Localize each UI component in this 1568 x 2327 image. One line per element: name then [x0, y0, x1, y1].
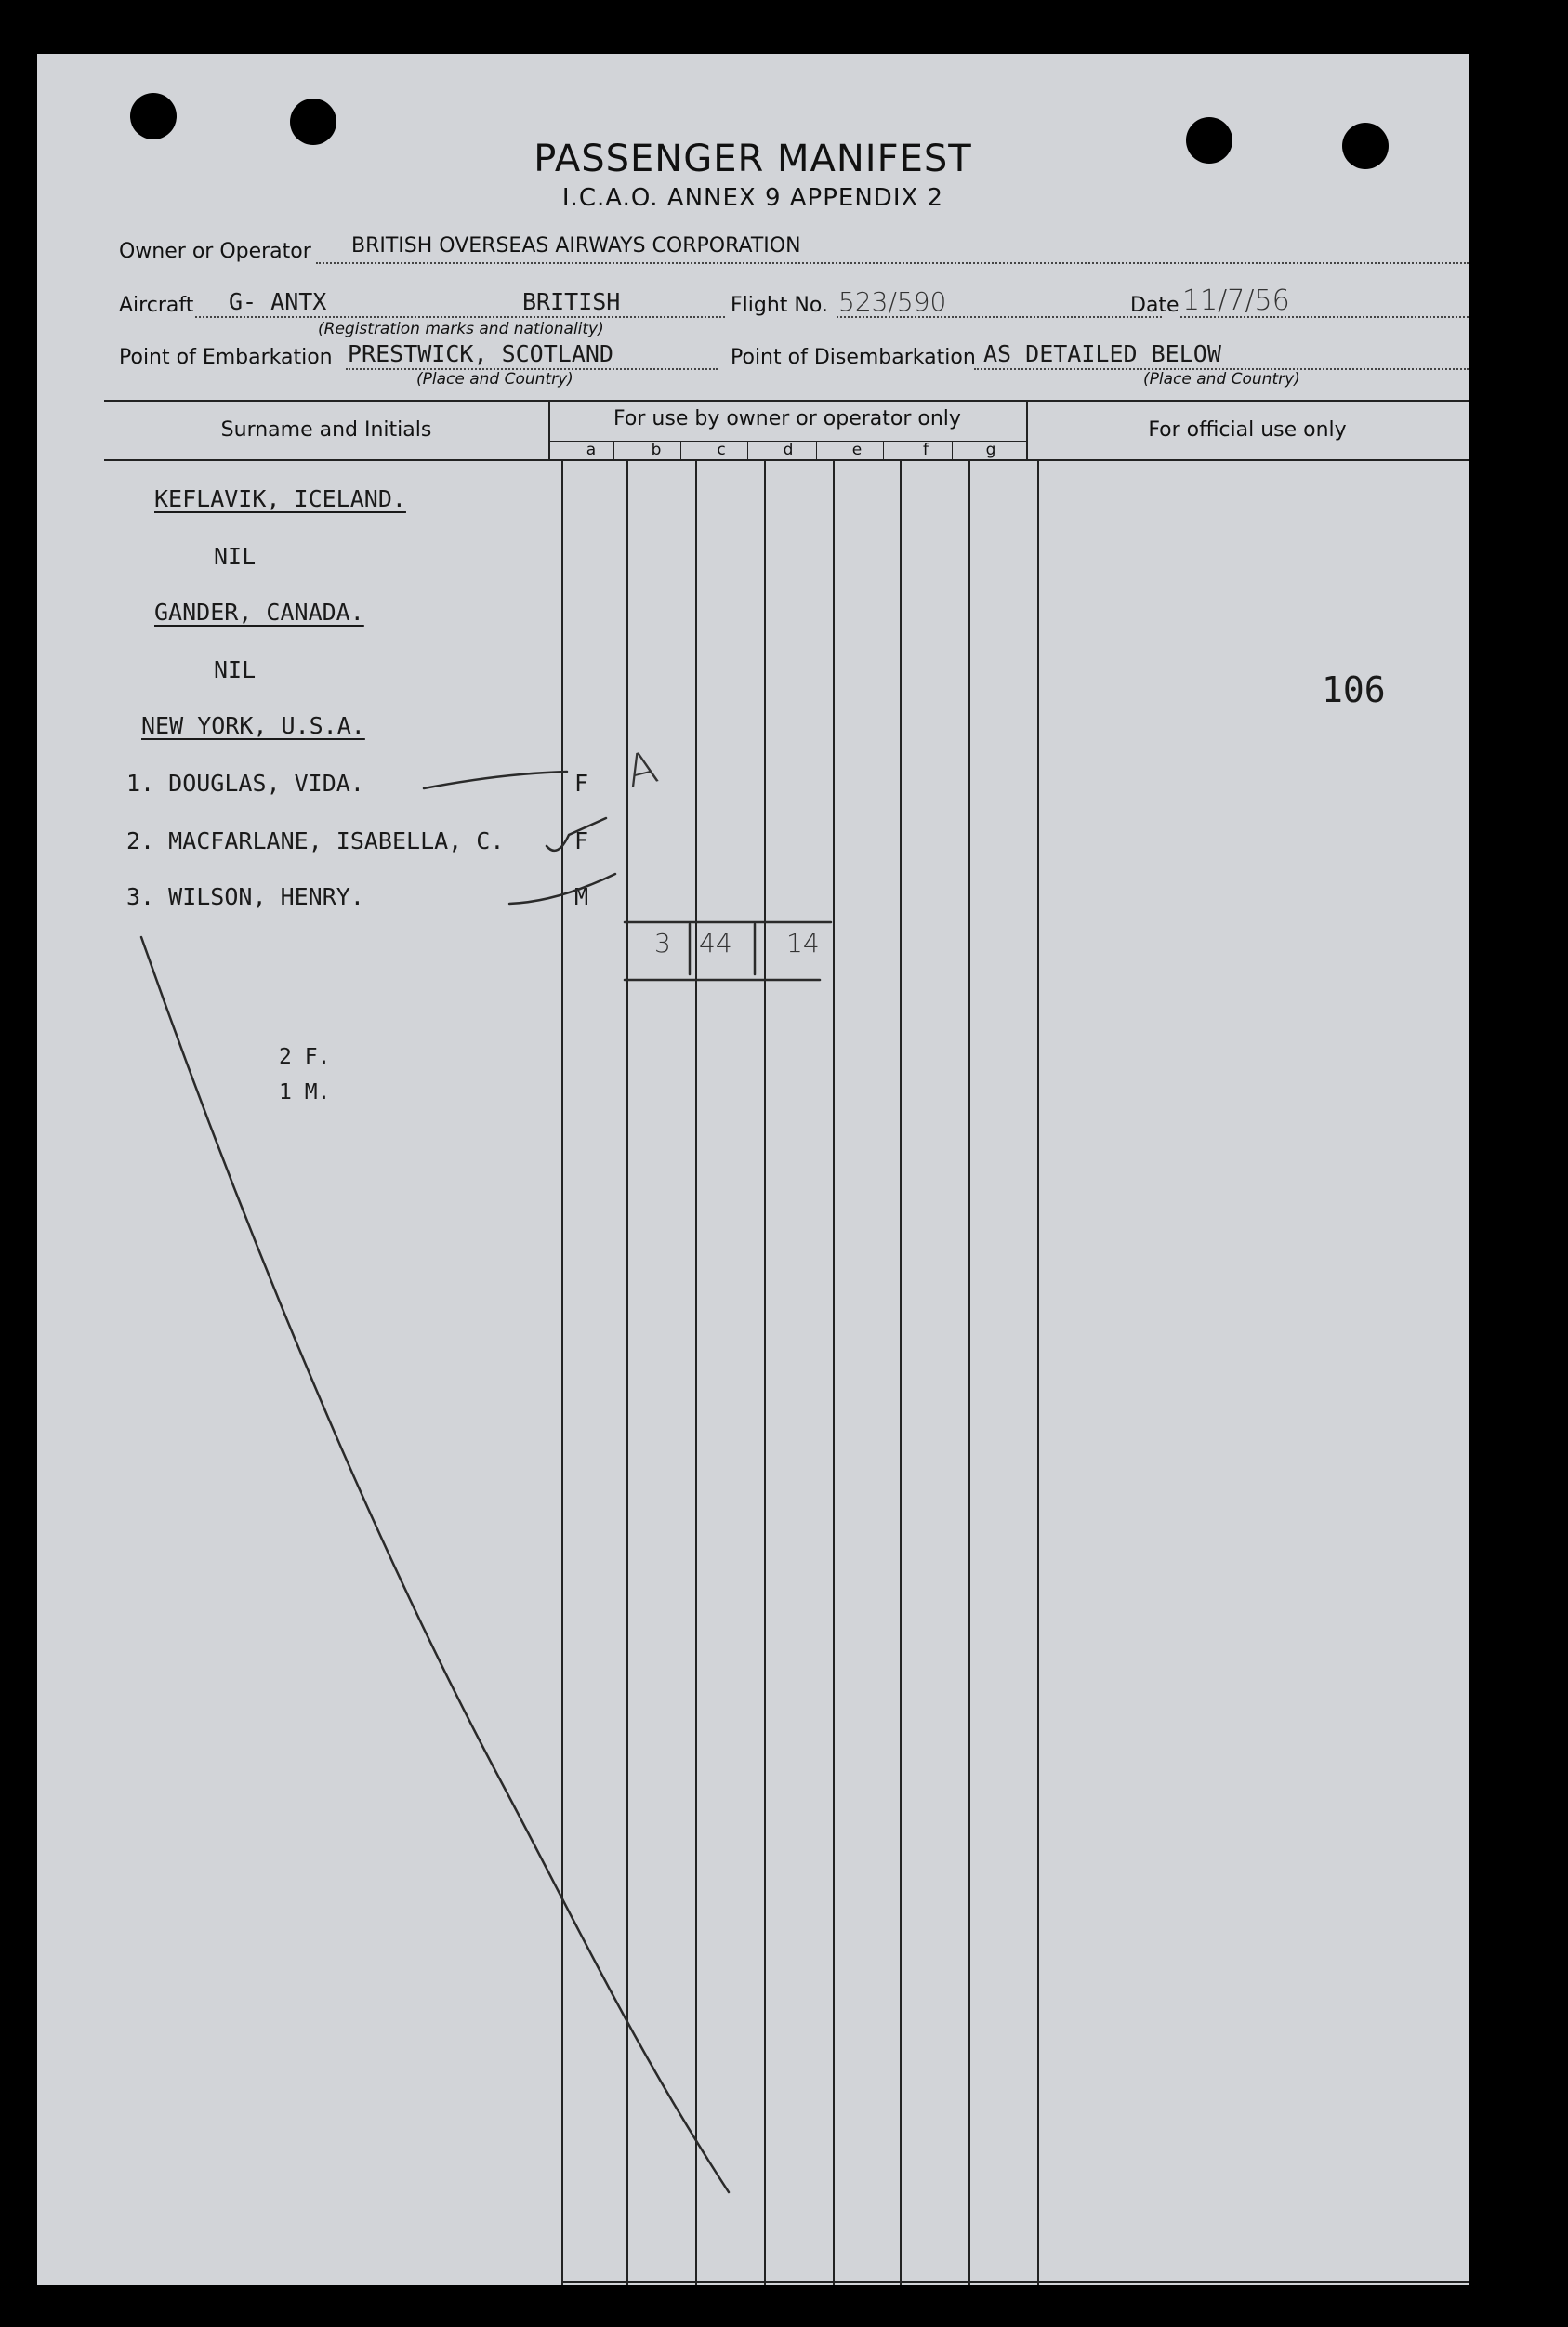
column-letter-f: f	[923, 441, 929, 459]
owner-value: BRITISH OVERSEAS AIRWAYS CORPORATION	[351, 234, 801, 258]
stop-gander-nil: NIL	[214, 656, 257, 683]
page-subtitle: I.C.A.O. ANNEX 9 APPENDIX 2	[561, 184, 944, 212]
body-column-line-8	[1037, 459, 1039, 2285]
body-column-line-2	[626, 459, 628, 2285]
aircraft-dotline	[195, 316, 725, 318]
header-divider-ab	[613, 441, 614, 459]
column-letter-b: b	[651, 441, 662, 459]
tally-b: 3	[654, 928, 671, 959]
body-column-line-4	[764, 459, 766, 2285]
body-column-line-5	[833, 459, 835, 2285]
aircraft-registration: G- ANTX	[229, 288, 327, 315]
date-value: 11/7/56	[1182, 284, 1290, 317]
header-divider-fg	[952, 441, 953, 459]
diagonal-cancel-line	[141, 937, 729, 2192]
column-letter-d: d	[783, 441, 794, 459]
table-bottom-rule	[561, 2281, 1469, 2283]
embarkation-label: Point of Embarkation	[119, 346, 333, 369]
page-number-stamp: 106	[1322, 669, 1386, 710]
aircraft-nationality: BRITISH	[522, 288, 621, 315]
header-divider-bc	[680, 441, 681, 459]
column-header-official-use: For official use only	[1148, 418, 1347, 442]
header-divider-de	[816, 441, 817, 459]
manifest-sheet	[37, 54, 1469, 2285]
table-top-rule	[104, 400, 1469, 402]
page-title: PASSENGER MANIFEST	[534, 138, 972, 180]
stop-keflavik-nil: NIL	[214, 543, 257, 570]
handwritten-initial: A	[620, 740, 664, 800]
punch-hole-1	[130, 93, 177, 139]
embarkation-note: (Place and Country)	[416, 370, 573, 389]
passenger-row-3-name: 3. WILSON, HENRY.	[126, 883, 364, 910]
column-letter-c: c	[717, 441, 726, 459]
flight-label: Flight No.	[731, 294, 828, 317]
aircraft-label: Aircraft	[119, 294, 194, 317]
aircraft-note: (Registration marks and nationality)	[318, 320, 604, 338]
flight-value: 523/590	[838, 286, 947, 317]
passenger-row-2-name: 2. MACFARLANE, ISABELLA, C.	[126, 827, 505, 854]
owner-dotline	[316, 262, 1469, 264]
passenger-row-3-sex: M	[574, 883, 589, 910]
owner-label: Owner or Operator	[119, 240, 311, 263]
passenger-row-1-name: 1. DOUGLAS, VIDA.	[126, 770, 364, 797]
disembarkation-label: Point of Disembarkation	[731, 346, 976, 369]
stop-keflavik: KEFLAVIK, ICELAND.	[154, 485, 406, 512]
column-header-name: Surname and Initials	[220, 418, 432, 442]
tally-d: 14	[786, 928, 820, 959]
passenger-row-2-sex: F	[574, 827, 589, 854]
header-divider-official	[1026, 400, 1028, 459]
column-letter-g: g	[985, 441, 996, 459]
body-column-line-7	[968, 459, 970, 2285]
total-males: 1 M.	[279, 1080, 331, 1104]
header-divider-ef	[883, 441, 884, 459]
header-divider-cd	[747, 441, 748, 459]
disembarkation-value: AS DETAILED BELOW	[983, 340, 1221, 367]
header-divider-name	[548, 400, 550, 459]
total-females: 2 F.	[279, 1045, 331, 1069]
disembarkation-note: (Place and Country)	[1143, 370, 1300, 389]
column-header-owner-use: For use by owner or operator only	[613, 407, 961, 430]
date-label: Date	[1130, 294, 1179, 317]
tick-mark-row-1	[424, 772, 567, 788]
passenger-row-1-sex: F	[574, 770, 589, 797]
embarkation-value: PRESTWICK, SCOTLAND	[348, 340, 613, 367]
column-letter-e: e	[851, 441, 863, 459]
column-letter-a: a	[586, 441, 597, 459]
body-column-line-3	[695, 459, 697, 2285]
body-column-line-1	[561, 459, 563, 2285]
tally-c: 44	[699, 928, 732, 959]
stop-new-york: NEW YORK, U.S.A.	[141, 712, 365, 739]
body-column-line-6	[900, 459, 902, 2285]
stop-gander: GANDER, CANADA.	[154, 599, 364, 626]
handwritten-strokes	[37, 54, 1469, 2285]
table-header-rule	[104, 459, 1469, 461]
